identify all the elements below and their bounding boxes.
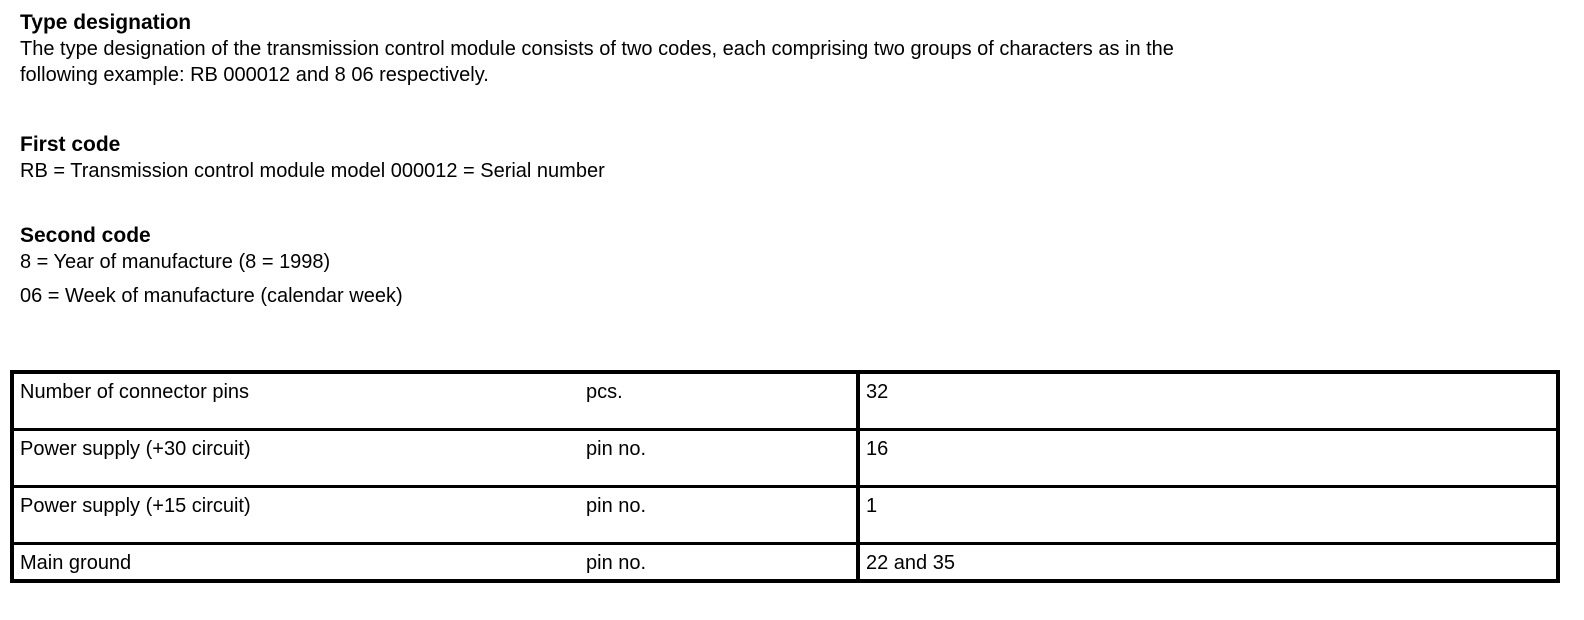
type-designation-text-line-2: following example: RB 000012 and 8 06 respectively. — [20, 64, 489, 86]
table-cell-label: Main ground — [12, 543, 580, 581]
table-cell-value: 32 — [858, 372, 1558, 429]
table-cell-unit: pin no. — [580, 429, 858, 486]
type-designation-heading: Type designation — [20, 11, 192, 34]
type-designation-text-line-1: The type designation of the transmission control module consists of two codes, each comprising two groups of characters as in the — [20, 38, 1174, 60]
table-cell-value: 22 and 35 — [858, 543, 1558, 581]
table-cell-unit: pin no. — [580, 486, 858, 543]
type-designation-section — [20, 10, 1560, 88]
second-code-year-text: 8 = Year of manufacture (8 = 1998) — [20, 251, 331, 273]
second-code-section — [20, 223, 1560, 309]
table-cell-label: Number of connector pins — [12, 372, 580, 429]
table-cell-value: 16 — [858, 429, 1558, 486]
table-row — [12, 543, 1558, 581]
connector-spec-table — [10, 370, 1560, 583]
first-code-text: RB = Transmission control module model 000012 = Serial number — [20, 160, 605, 182]
table-row — [12, 486, 1558, 543]
table-cell-unit: pin no. — [580, 543, 858, 581]
table-row — [12, 372, 1558, 429]
table-row — [12, 429, 1558, 486]
second-code-week-text: 06 = Week of manufacture (calendar week) — [20, 285, 403, 307]
table-cell-label: Power supply (+30 circuit) — [12, 429, 580, 486]
first-code-section — [20, 132, 1560, 184]
second-code-heading: Second code — [20, 224, 151, 247]
first-code-heading: First code — [20, 133, 121, 156]
table-cell-value: 1 — [858, 486, 1558, 543]
table-cell-label: Power supply (+15 circuit) — [12, 486, 580, 543]
table-cell-unit: pcs. — [580, 372, 858, 429]
